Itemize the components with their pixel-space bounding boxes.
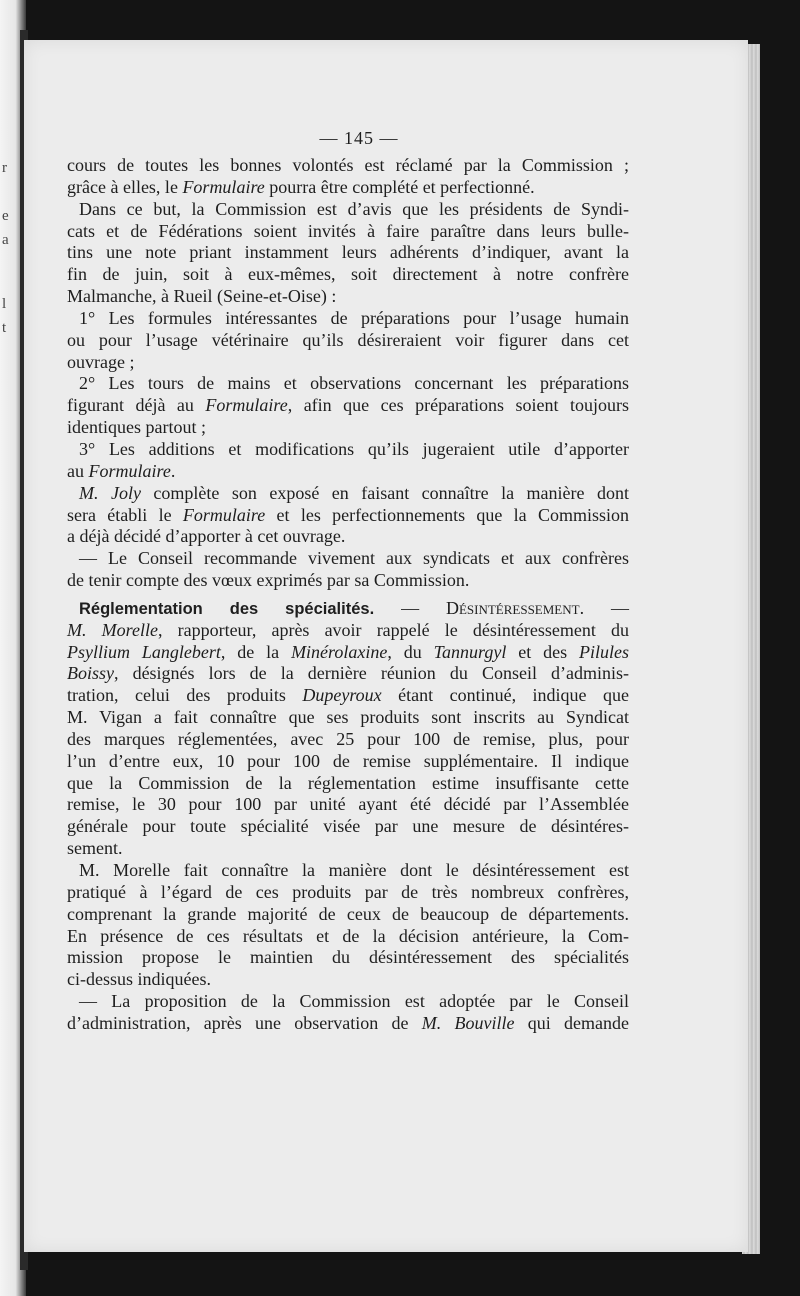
text-line: l’un d’entre eux, 10 pour 100 de remise supplémentaire. Il indique bbox=[67, 750, 629, 771]
text-line: de tenir compte des vœux exprimés par sa Commission. bbox=[67, 570, 470, 591]
text-line: sement. bbox=[67, 838, 123, 859]
text-line: Malmanche, à Rueil (Seine-et-Oise) : bbox=[67, 286, 337, 307]
text-line: remise, le 30 pour 100 par unité ayant été décidé par l’Assemblée bbox=[67, 794, 629, 815]
text-line: ou pour l’usage vétérinaire qu’ils désireraient voir figurer dans cet bbox=[67, 329, 629, 350]
text-line: ouvrage ; bbox=[67, 351, 135, 372]
text-line: Dans ce but, la Commission est d’avis que les présidents de Syndi- bbox=[79, 198, 629, 219]
text-line: cours de toutes les bonnes volontés est réclamé par la Commission ; bbox=[67, 155, 629, 175]
text-line: grâce à elles, le Formulaire pourra être complété et perfectionné. bbox=[67, 176, 535, 197]
text-line: que la Commission de la réglementation estime insuffisante cette bbox=[67, 772, 629, 793]
text-line: — Le Conseil recommande vivement aux syndicats et aux confrères bbox=[79, 548, 629, 569]
text-line: a déjà décidé d’apporter à cet ouvrage. bbox=[67, 526, 346, 547]
text-line: En présence de ces résultats et de la décision antérieure, la Com- bbox=[67, 925, 629, 946]
text-line: Psyllium Langlebert, de la Minérolaxine, du Tannurgyl et des Pilules bbox=[67, 641, 630, 662]
text-line: pratiqué à l’égard de ces produits par de très nombreux confrères, bbox=[67, 881, 629, 902]
body-text bbox=[67, 155, 629, 1035]
text-line: générale pour toute spécialité visée par une mesure de désintéres- bbox=[67, 816, 629, 837]
text-line: identiques partout ; bbox=[67, 417, 206, 438]
text-line: figurant déjà au Formulaire, afin que ces préparations soient toujours bbox=[67, 395, 630, 416]
text-line: mission propose le maintien du désintéressement des spécialités bbox=[67, 947, 629, 968]
text-line: sera établi le Formulaire et les perfectionnements que la Commission bbox=[67, 504, 630, 525]
text-line: fin de juin, soit à eux-mêmes, soit directement à notre confrère bbox=[67, 264, 629, 285]
text-line: des marques réglementées, avec 25 pour 100 de remise, plus, pour bbox=[67, 728, 629, 749]
text-line: cats et de Fédérations soient invités à faire paraître dans leurs bulle- bbox=[67, 220, 629, 241]
text-line: Boissy, désignés lors de la dernière réunion du Conseil d’adminis- bbox=[67, 663, 629, 684]
text-line: M. Morelle fait connaître la manière dont le désintéressement est bbox=[79, 860, 629, 880]
text-line: 3° Les additions et modifications qu’ils jugeraient utile d’apporter bbox=[79, 438, 629, 459]
text-line: 1° Les formules intéressantes de préparations pour l’usage humain bbox=[79, 307, 629, 328]
text-line: tration, celui des produits Dupeyroux étant continué, indique que bbox=[67, 685, 629, 706]
text-line: au Formulaire. bbox=[67, 460, 176, 481]
text-line: comprenant la grande majorité de ceux de beaucoup de départements. bbox=[67, 903, 629, 924]
section-heading-line: Réglementation des spécialités. — Désintéressement. — bbox=[79, 597, 629, 618]
page-number: — 145 — bbox=[319, 128, 399, 148]
adjacent-page-fragment: a bbox=[2, 232, 9, 248]
text-line: d’administration, après une observation de M. Bouville qui demande bbox=[67, 1012, 629, 1033]
text-line: M. Vigan a fait connaître que ses produits sont inscrits au Syndicat bbox=[67, 707, 629, 728]
text-line: tins une note priant instamment leurs adhérents d’indiquer, avant la bbox=[67, 242, 629, 263]
text-line: ci-dessus indiquées. bbox=[67, 969, 211, 990]
text-line: 2° Les tours de mains et observations concernant les préparations bbox=[79, 373, 629, 394]
adjacent-page-fragment: r bbox=[2, 160, 7, 176]
adjacent-page-fragment: e bbox=[2, 208, 9, 224]
text-line: M. Morelle, rapporteur, après avoir rappelé le désintéressement du bbox=[67, 619, 629, 640]
text-line: M. Joly complète son exposé en faisant connaître la manière dont bbox=[79, 482, 629, 503]
adjacent-page-fragment: t bbox=[2, 320, 7, 336]
text-line: — La proposition de la Commission est adoptée par le Conseil bbox=[79, 991, 629, 1012]
adjacent-page-fragment: l bbox=[2, 296, 7, 312]
